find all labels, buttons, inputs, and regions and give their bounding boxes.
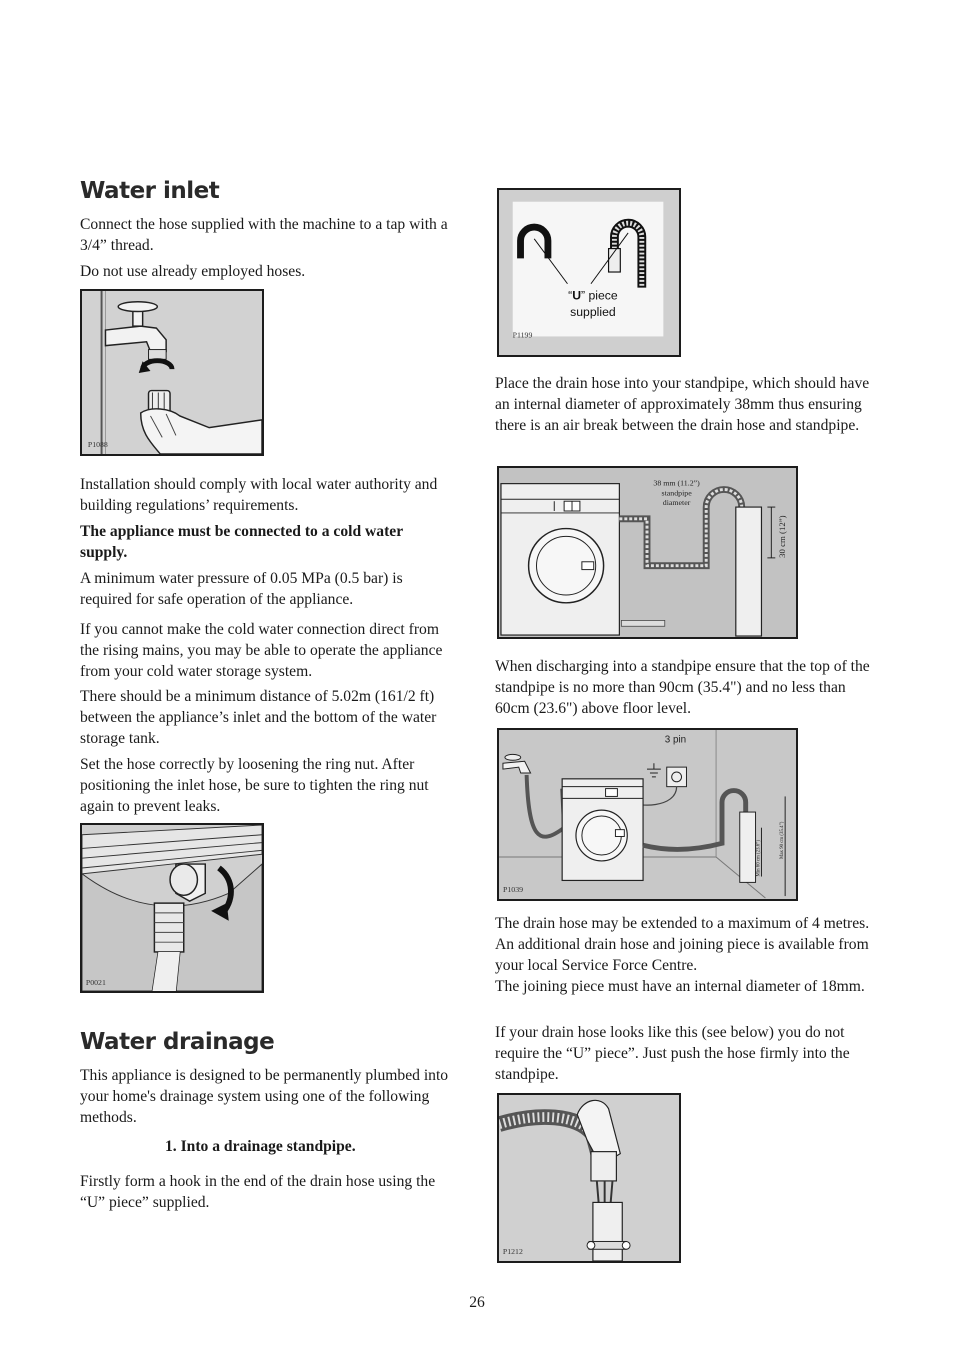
standpipe-diameter-line-2: standpipe [661, 488, 692, 498]
u-piece-figure [497, 188, 681, 357]
tap-connection-figure [80, 289, 264, 456]
u-piece-figure-code: P1199 [512, 330, 533, 340]
inlet-paragraph-1: Connect the hose supplied with the machine to a tap with a 3/4” thread. [80, 216, 448, 254]
cold-water-warning: The appliance must be connected to a cold water supply. [80, 523, 403, 561]
hook-paragraph: Firstly form a hook in the end of the drain hose using the “U” piece” supplied. [80, 1173, 436, 1211]
min-height-label: Min 60 cm (23.6”) [756, 840, 762, 877]
extend-paragraph: The drain hose may be extended to a maximum of 4 metres. An additional drain hose and joining piece is available from your local Service Force Centre. [495, 915, 870, 974]
standpipe-diameter-line-3: diameter [662, 498, 691, 508]
drainage-method-1: 1. Into a drainage standpipe. [165, 1138, 356, 1155]
u-piece-label-line-2: supplied [570, 304, 616, 319]
ring-nut-figure-code: P0021 [85, 978, 106, 988]
u-piece-label-line-1: “U” piece [568, 288, 618, 303]
push-hose-figure [497, 1093, 681, 1263]
standpipe-height-label: 30 cm (12”) [777, 515, 788, 558]
ring-nut-paragraph: Set the hose correctly by loosening the ring nut. After positioning the inlet hose, be sure to tighten the ring nut again to prevent leaks. [80, 756, 429, 815]
discharge-paragraph: When discharging into a standpipe ensure that the top of the standpipe is no more than 90cm (35.4") and no less than 60cm (23.6") above floor level. [495, 658, 870, 717]
three-pin-figure [497, 728, 798, 901]
distance-paragraph: There should be a minimum distance of 5.02m (161/2 ft) between the appliance’s inlet and the bottom of the water storage tank. [80, 688, 437, 747]
three-pin-figure-code: P1039 [502, 885, 524, 895]
water-inlet-heading: Water inlet [80, 178, 220, 204]
water-drainage-heading: Water drainage [80, 1029, 275, 1055]
no-u-piece-paragraph: If your drain hose looks like this (see below) you do not require the “U” piece”. Just push the hose firmly into the standpipe. [495, 1024, 850, 1083]
push-hose-figure-code: P1212 [502, 1247, 523, 1257]
standpipe-diameter-line-1: 38 mm (11.2”) [653, 478, 700, 488]
three-pin-label: 3 pin [664, 734, 687, 746]
tap-figure-code: P1088 [87, 440, 108, 450]
drainage-paragraph: This appliance is designed to be permanently plumbed into your home's drainage system using one of the following methods. [80, 1067, 449, 1126]
cold-connection-paragraph: If you cannot make the cold water connection direct from the rising mains, you may be able to operate the appliance from your cold water storage system. [80, 621, 443, 680]
joining-piece-paragraph: The joining piece must have an internal diameter of 18mm. [495, 978, 865, 995]
page-number: 26 [469, 1294, 485, 1311]
standpipe-paragraph: Place the drain hose into your standpipe, which should have an internal diameter of approximately 38mm thus ensuring there is an air break between the drain hose and standpipe. [495, 375, 870, 434]
max-height-label: Max 90 cm (35.4”) [780, 821, 786, 859]
pressure-paragraph: A minimum water pressure of 0.05 MPa (0.5 bar) is required for safe operation of the appliance. [80, 570, 403, 608]
standpipe-figure [497, 466, 798, 639]
ring-nut-figure [80, 823, 264, 993]
inlet-paragraph-2: Do not use already employed hoses. [80, 263, 306, 280]
installation-paragraph: Installation should comply with local water authority and building regulations’ requirements. [80, 476, 438, 514]
